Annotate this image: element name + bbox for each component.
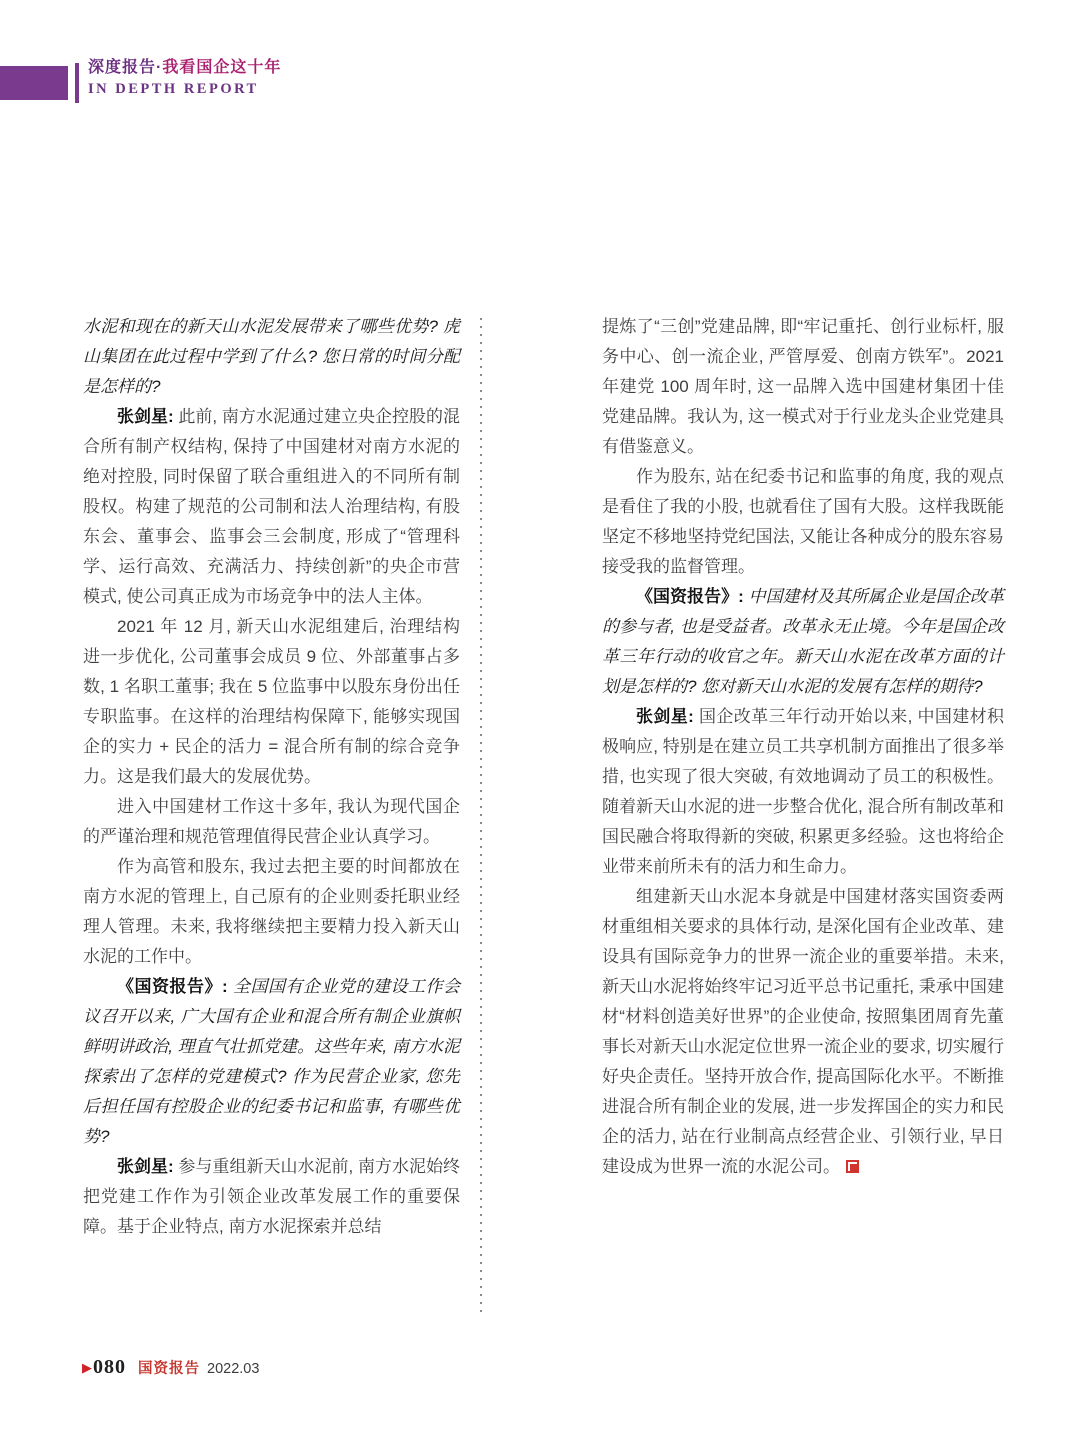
page-footer	[82, 1356, 259, 1379]
interviewee-paragraph: 进入中国建材工作这十多年, 我认为现代国企的严谨治理和规范管理值得民营企业认真学习。	[83, 797, 460, 846]
article-end-icon	[846, 1160, 859, 1173]
magazine-name: 国资报告	[138, 1361, 200, 1377]
article-end-icon-fill	[850, 1164, 857, 1171]
speaker-label: 张剑星:	[117, 407, 179, 426]
footer-arrow-icon: ▶	[82, 1359, 92, 1375]
section-title-accent: 我看国企这十年	[162, 59, 282, 76]
interviewee-paragraph: 提炼了“三创”党建品牌, 即“牢记重托、创行业标杆, 服务中心、创一流企业, 严管厚爱、创南方铁军”。2021 年建党 100 周年时, 这一品牌入选中国建材集团十佳党建品牌。我认为, 这一模式对于行业龙头企业党建具有借鉴意义。	[602, 317, 1004, 456]
interviewer-paragraph: 《国资报告》: 中国建材及其所属企业是国企改革的参与者, 也是受益者。改革永无止境。今年是国企改革三年行动的收官之年。新天山水泥在改革方面的计划是怎样的? 您对新天山水泥的发展有怎样的期待?	[602, 587, 1004, 696]
interviewee-paragraph: 组建新天山水泥本身就是中国建材落实国资委两材重组相关要求的具体行动, 是深化国有企业改革、建设具有国际竞争力的世界一流企业的重要举措。未来, 新天山水泥将始终牢记习近平总书记重托, 秉承中国建材“材料创造美好世界”的企业使命, 按照集团周育先董事长对新天山水泥定位世界一流企业的要求, 切实履行好央企责任。坚持开放合作, 提高国际化水平。不断推进混合所有制企业的发展, 进一步发挥国企的实力和民企的活力, 站在行业制高点经营企业、引领行业, 早日建设成为世界一流的水泥公司。	[602, 887, 1004, 1176]
section-title-separator: ·	[156, 59, 163, 76]
interviewer-paragraph: 水泥和现在的新天山水泥发展带来了哪些优势? 虎山集团在此过程中学到了什么? 您日常的时间分配是怎样的?	[83, 317, 460, 396]
interviewee-paragraph: 张剑星: 国企改革三年行动开始以来, 中国建材积极响应, 特别是在建立员工共享机制方面推出了很多举措, 也实现了很大突破, 有效地调动了员工的积极性。随着新天山水泥的进一步整合优化, 混合所有制改革和国民融合将取得新的突破, 积累更多经验。这也将给企业带来前所未有的活力和生命力。	[602, 707, 1005, 876]
interviewee-paragraph: 作为股东, 站在纪委书记和监事的角度, 我的观点是看住了我的小股, 也就看住了国有大股。这样我既能坚定不移地坚持党纪国法, 又能让各种成分的股东容易接受我的监督管理。	[602, 467, 1004, 576]
section-title-en: IN DEPTH REPORT	[88, 81, 259, 97]
interviewee-paragraph: 张剑星: 此前, 南方水泥通过建立央企控股的混合所有制产权结构, 保持了中国建材对南方水泥的绝对控股, 同时保留了联合重组进入的不同所有制股权。构建了规范的公司制和法人治理结构, 有股东会、董事会、监事会三会制度, 形成了“管理科学、运行高效、充满活力、持续创新”的央企市营模式, 使公司真正成为市场竞争中的法人主体。	[83, 407, 460, 606]
section-title-primary: 深度报告	[88, 59, 157, 76]
interviewee-paragraph: 作为高管和股东, 我过去把主要的时间都放在南方水泥的管理上, 自己原有的企业则委托职业经理人管理。未来, 我将继续把主要精力投入新天山水泥的工作中。	[83, 857, 460, 966]
column-divider-dotted	[480, 318, 482, 1314]
left-column	[83, 312, 460, 1242]
section-title-group	[88, 58, 281, 98]
interviewee-paragraph: 张剑星: 参与重组新天山水泥前, 南方水泥始终把党建工作作为引领企业改革发展工作的重要保障。基于企业特点, 南方水泥探索并总结	[83, 1157, 460, 1236]
speaker-label: 《国资报告》:	[636, 587, 749, 606]
section-title	[88, 58, 281, 78]
right-column	[602, 312, 1004, 1182]
page-number: 080	[93, 1356, 126, 1378]
interviewer-paragraph: 《国资报告》: 全国国有企业党的建设工作会议召开以来, 广大国有企业和混合所有制企业旗帜鲜明讲政治, 理直气壮抓党建。这些年来, 南方水泥探索出了怎样的党建模式? 作为民营企业家, 您先后担任国有控股企业的纪委书记和监事, 有哪些优势?	[83, 977, 461, 1146]
speaker-label: 《国资报告》:	[117, 977, 233, 996]
issue-date: 2022.03	[207, 1361, 260, 1377]
header-vertical-rule	[75, 63, 79, 103]
speaker-label: 张剑星:	[636, 707, 699, 726]
header-purple-block	[0, 66, 68, 100]
speaker-label: 张剑星:	[117, 1157, 179, 1176]
interviewee-paragraph: 2021 年 12 月, 新天山水泥组建后, 治理结构进一步优化, 公司董事会成员 9 位、外部董事占多数, 1 名职工董事; 我在 5 位监事中以股东身份出任专职监事。在这样的治理结构保障下, 能够实现国企的实力 + 民企的活力 = 混合所有制的综合竞争力。这是我们最大的发展优势。	[83, 617, 460, 786]
